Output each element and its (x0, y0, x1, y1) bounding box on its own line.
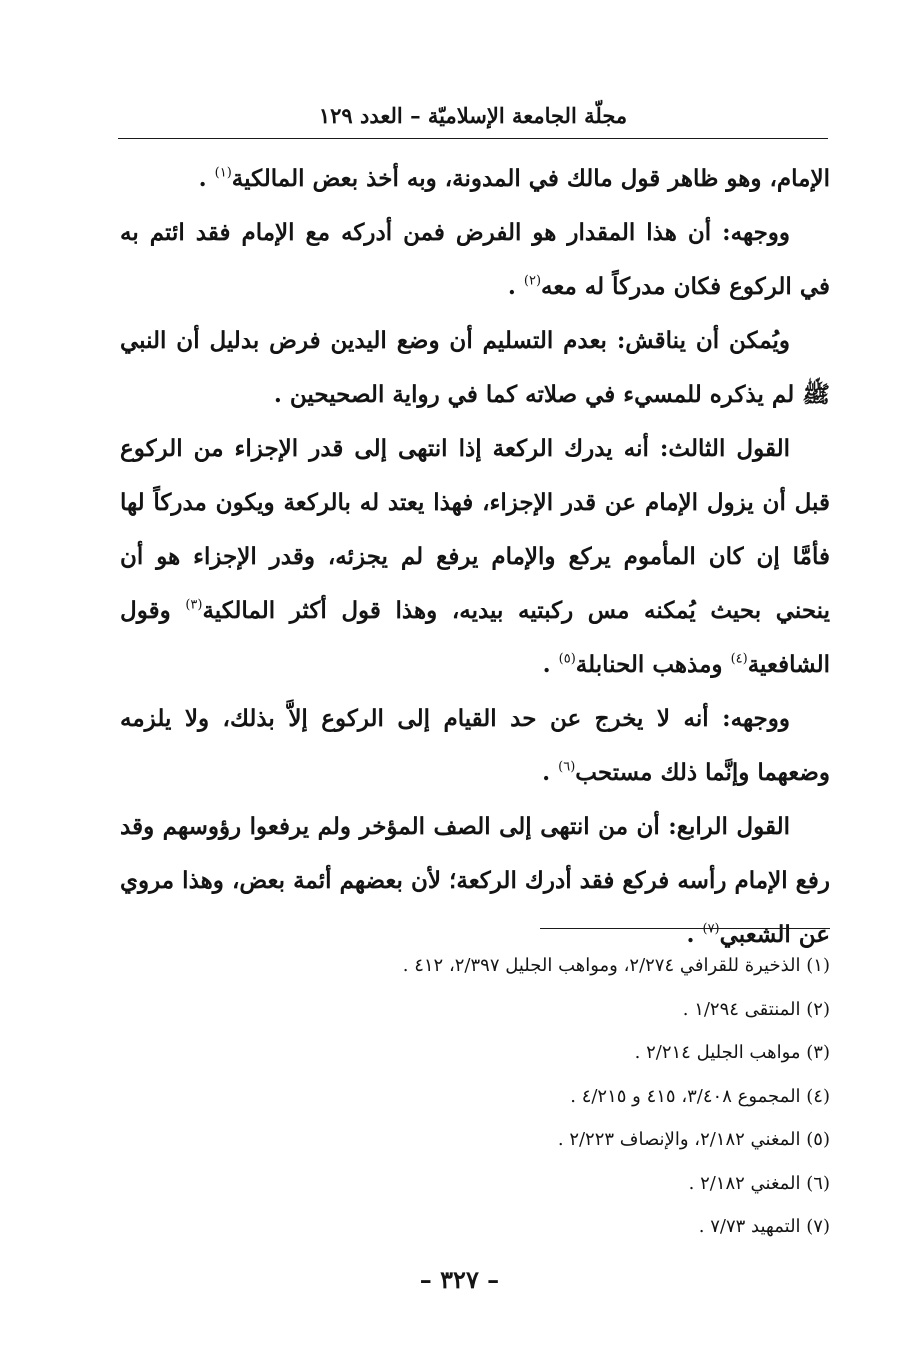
footnote-item: (٦) المغني ٢/١٨٢ . (688, 1172, 830, 1194)
footnote-item: (١) الذخيرة للقرافي ٢/٢٧٤، ومواهب الجليل ٢/٣٩٧، ٤١٢ . (402, 955, 830, 976)
footnotes-list (120, 944, 830, 1249)
paragraph-fourth-opinion: القول الرابع: أن من انتهى إلى الصف المؤخر ولم يرفعوا رؤوسهم وقد رفع الإمام رأسه فركع فقد أدرك الركعة؛ لأن بعضهم أئمة بعض، وهذا مروي عن الشعبي$^{(٧)}$ . (120, 813, 830, 948)
footnote-item: (٢) المنتقى ١/٢٩٤ . (682, 998, 830, 1020)
footnote-ref[interactable]: (٥) (558, 651, 576, 667)
paragraph-objection: ويُمكن أن يناقش: بعدم التسليم أن وضع اليدين فرض بدليل أن النبي ﷺ لم يذكره للمسيء في صلاته كما في رواية الصحيحين . (120, 327, 830, 408)
paragraph-third-opinion: القول الثالث: أنه يدرك الركعة إذا انتهى إلى قدر الإجزاء من الركوع قبل أن يزول الإمام عن قدر الإجزاء، فهذا يعتد له بالركعة ويكون مدركاً لها فأمَّا إن كان المأموم يركع والإمام يرفع لم يجزئه، وقدر الإجزاء هو أن ينحني بحيث يُمكنه مس ركبتيه بيديه، وهذا قول أكثر المالكية$^{(٣)}$ وقول الشافعية$^{(٤)}$ ومذهب الحنابلة$^{(٥)}$ . (120, 435, 831, 678)
page-number: – ٣٢٧ – (419, 1265, 500, 1294)
footnote-item: (٤) المجموع ٣/٤٠٨، ٤١٥ و ٤/٢١٥ . (570, 1085, 830, 1107)
footnote-ref[interactable]: (٣) (185, 597, 203, 613)
footnote-ref[interactable]: (٢) (523, 273, 542, 289)
header-rule (118, 138, 828, 139)
paragraph-continuation: الإمام، وهو ظاهر قول مالك في المدونة، وبه أخذ بعض المالكية$^{(١)}$ . (198, 165, 830, 192)
paragraph-reasoning-1: ووجهه: أن هذا المقدار هو الفرض فمن أدركه مع الإمام فقد ائتم به في الركوع فكان مدركاً له معه$^{(٢)}$ . (120, 219, 830, 300)
footnote-ref[interactable]: (١) (214, 165, 232, 181)
paragraph-reasoning-2: ووجهه: أنه لا يخرج عن حد القيام إلى الركوع إلاَّ بذلك، ولا يلزمه وضعهما وإنَّما ذلك مستحب$^{(٦)}$ . (120, 705, 830, 786)
footnote-ref[interactable]: (٧) (702, 921, 720, 937)
footnote-ref[interactable]: (٤) (730, 651, 748, 667)
footnote-rule (540, 928, 830, 929)
running-header: مجلّة الجامعة الإسلاميّة – العدد ١٢٩ (318, 103, 628, 128)
footnote-item: (٧) التمهيد ٧/٧٣ . (698, 1216, 830, 1237)
footnote-ref[interactable]: (٦) (558, 759, 576, 775)
footnote-item: (٣) مواهب الجليل ٢/٢١٤ . (634, 1042, 830, 1063)
footnote-item: (٥) المغني ٢/١٨٢، والإنصاف ٢/٢٢٣ . (557, 1129, 830, 1150)
body-text (120, 152, 830, 962)
